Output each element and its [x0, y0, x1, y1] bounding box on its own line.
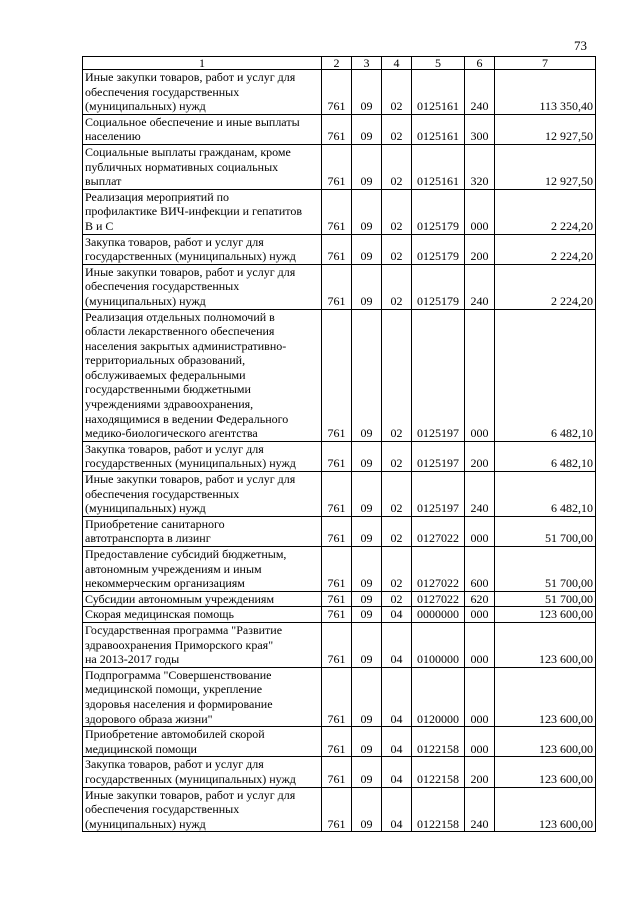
header-col-6: 6: [465, 57, 495, 70]
item-name-line: обслуживаемых федеральными: [85, 367, 246, 382]
cell-expense-type: 320: [465, 144, 495, 189]
cell-admin-code: 761: [322, 441, 352, 471]
item-name-line: Реализация мероприятий по: [85, 189, 230, 204]
item-name-line: обеспечения государственных: [85, 486, 240, 501]
cell-section: 09: [352, 441, 382, 471]
cell-section: 09: [352, 309, 382, 441]
cell-admin-code: 761: [322, 607, 352, 623]
cell-target-article: 0125161: [412, 70, 465, 115]
item-name-line: медицинской помощи: [85, 741, 197, 756]
cell-item-name: [83, 114, 322, 144]
cell-admin-code: 761: [322, 622, 352, 667]
item-name-line: некоммерческим организациям: [85, 576, 245, 591]
cell-amount: 123 600,00: [495, 787, 596, 832]
cell-section: 09: [352, 144, 382, 189]
item-name-line: Подпрограмма "Совершенствование: [85, 667, 272, 682]
cell-expense-type: 200: [465, 234, 495, 264]
item-name-line: Социальное обеспечение и иные выплаты: [85, 114, 300, 129]
item-name-line: Государственная программа "Развитие: [85, 622, 283, 637]
table-body: [83, 70, 596, 832]
table-row: [83, 547, 596, 592]
item-name-line: на 2013-2017 годы: [85, 652, 180, 667]
table-row: [83, 189, 596, 234]
cell-amount: 6 482,10: [495, 441, 596, 471]
cell-admin-code: 761: [322, 727, 352, 757]
header-col-1: 1: [83, 57, 322, 70]
cell-target-article: 0125161: [412, 114, 465, 144]
cell-item-name: [83, 591, 322, 607]
item-name-line: Иные закупки товаров, работ и услуг для: [85, 70, 296, 84]
cell-item-name: [83, 516, 322, 546]
page-number: 73: [574, 38, 587, 53]
item-name-line: Закупка товаров, работ и услуг для: [85, 234, 264, 249]
cell-expense-type: 200: [465, 441, 495, 471]
cell-section: 09: [352, 727, 382, 757]
item-name-line: обеспечения государственных: [85, 279, 240, 294]
cell-section: 09: [352, 114, 382, 144]
cell-subsection: 02: [382, 472, 412, 517]
cell-target-article: 0125197: [412, 472, 465, 517]
cell-subsection: 02: [382, 114, 412, 144]
header-col-2: 2: [322, 57, 352, 70]
cell-section: 09: [352, 591, 382, 607]
table-row: [83, 441, 596, 471]
table-row: [83, 234, 596, 264]
cell-subsection: 02: [382, 264, 412, 309]
cell-admin-code: 761: [322, 667, 352, 726]
cell-expense-type: 620: [465, 591, 495, 607]
cell-expense-type: 600: [465, 547, 495, 592]
cell-target-article: 0125179: [412, 189, 465, 234]
cell-target-article: 0125197: [412, 309, 465, 441]
item-name-line: учреждениями здравоохранения,: [85, 397, 254, 412]
cell-target-article: 0125179: [412, 234, 465, 264]
cell-subsection: 02: [382, 144, 412, 189]
cell-section: 09: [352, 472, 382, 517]
cell-expense-type: 000: [465, 189, 495, 234]
table-row: [83, 472, 596, 517]
cell-item-name: [83, 622, 322, 667]
item-name-line: Приобретение санитарного: [85, 516, 225, 531]
item-name-line: государственными бюджетными: [85, 382, 251, 397]
item-name-line: медицинской помощи, укрепление: [85, 682, 263, 697]
cell-admin-code: 761: [322, 70, 352, 115]
cell-item-name: [83, 472, 322, 517]
item-name-line: области лекарственного обеспечения: [85, 324, 275, 339]
cell-section: 09: [352, 189, 382, 234]
item-name-line: обеспечения государственных: [85, 802, 240, 817]
cell-subsection: 02: [382, 234, 412, 264]
cell-target-article: 0127022: [412, 516, 465, 546]
item-name-line: Закупка товаров, работ и услуг для: [85, 757, 264, 772]
cell-expense-type: 240: [465, 264, 495, 309]
cell-admin-code: 761: [322, 472, 352, 517]
cell-item-name: [83, 309, 322, 441]
cell-section: 09: [352, 607, 382, 623]
table-row: [83, 667, 596, 726]
cell-target-article: 0122158: [412, 757, 465, 787]
cell-item-name: [83, 70, 322, 115]
cell-amount: 123 600,00: [495, 757, 596, 787]
cell-amount: 12 927,50: [495, 144, 596, 189]
cell-amount: 123 600,00: [495, 607, 596, 623]
cell-section: 09: [352, 516, 382, 546]
table-row: [83, 607, 596, 623]
cell-amount: 2 224,20: [495, 189, 596, 234]
cell-expense-type: 000: [465, 727, 495, 757]
cell-admin-code: 761: [322, 516, 352, 546]
item-name-line: здорового образа жизни": [85, 711, 213, 726]
cell-amount: 123 600,00: [495, 727, 596, 757]
item-name-line: населению: [85, 129, 141, 144]
cell-item-name: [83, 727, 322, 757]
table-row: [83, 516, 596, 546]
cell-amount: 123 600,00: [495, 667, 596, 726]
item-name-line: находящимися в ведении Федерального: [85, 411, 289, 426]
cell-section: 09: [352, 757, 382, 787]
cell-admin-code: 761: [322, 264, 352, 309]
item-name-line: автотранспорта в лизинг: [85, 531, 211, 546]
item-name-line: государственных (муниципальных) нужд: [85, 456, 296, 471]
cell-subsection: 02: [382, 309, 412, 441]
item-name-line: Субсидии автономным учреждениям: [85, 591, 275, 606]
cell-admin-code: 761: [322, 787, 352, 832]
item-name-line: В и С: [85, 218, 114, 233]
cell-amount: 51 700,00: [495, 547, 596, 592]
item-name-line: Предоставление субсидий бюджетным,: [85, 547, 287, 561]
header-col-7: 7: [495, 57, 596, 70]
cell-target-article: 0122158: [412, 787, 465, 832]
table-row: [83, 787, 596, 832]
table-row: [83, 144, 596, 189]
cell-item-name: [83, 144, 322, 189]
item-name-line: (муниципальных) нужд: [85, 816, 206, 831]
budget-table: [82, 56, 596, 832]
cell-amount: 51 700,00: [495, 516, 596, 546]
cell-amount: 123 600,00: [495, 622, 596, 667]
cell-expense-type: 000: [465, 516, 495, 546]
cell-subsection: 04: [382, 607, 412, 623]
cell-subsection: 04: [382, 757, 412, 787]
cell-section: 09: [352, 70, 382, 115]
cell-expense-type: 240: [465, 787, 495, 832]
table-row: [83, 114, 596, 144]
table-row: [83, 309, 596, 441]
item-name-line: здравоохранения Приморского края": [85, 637, 274, 652]
cell-subsection: 04: [382, 787, 412, 832]
table-row: [83, 727, 596, 757]
item-name-line: Социальные выплаты гражданам, кроме: [85, 144, 291, 159]
item-name-line: населения закрытых административно-: [85, 338, 287, 353]
cell-target-article: 0127022: [412, 547, 465, 592]
cell-expense-type: 000: [465, 309, 495, 441]
item-name-line: Закупка товаров, работ и услуг для: [85, 441, 264, 456]
cell-target-article: 0125179: [412, 264, 465, 309]
cell-admin-code: 761: [322, 591, 352, 607]
cell-subsection: 04: [382, 727, 412, 757]
cell-item-name: [83, 757, 322, 787]
item-name-line: (муниципальных) нужд: [85, 501, 206, 516]
cell-item-name: [83, 607, 322, 623]
item-name-line: выплат: [85, 174, 122, 189]
cell-subsection: 02: [382, 591, 412, 607]
cell-expense-type: 000: [465, 622, 495, 667]
cell-target-article: 0125197: [412, 441, 465, 471]
cell-amount: 51 700,00: [495, 591, 596, 607]
item-name-line: государственных (муниципальных) нужд: [85, 249, 296, 264]
cell-amount: 12 927,50: [495, 114, 596, 144]
cell-expense-type: 200: [465, 757, 495, 787]
cell-amount: 6 482,10: [495, 472, 596, 517]
cell-subsection: 02: [382, 189, 412, 234]
item-name-line: Реализация отдельных полномочий в: [85, 309, 275, 324]
cell-expense-type: 240: [465, 472, 495, 517]
item-name-line: Иные закупки товаров, работ и услуг для: [85, 472, 296, 487]
cell-subsection: 02: [382, 516, 412, 546]
cell-target-article: 0125161: [412, 144, 465, 189]
cell-item-name: [83, 787, 322, 832]
cell-target-article: 0127022: [412, 591, 465, 607]
cell-target-article: 0100000: [412, 622, 465, 667]
cell-section: 09: [352, 264, 382, 309]
cell-subsection: 02: [382, 70, 412, 115]
cell-subsection: 02: [382, 441, 412, 471]
cell-amount: 2 224,20: [495, 264, 596, 309]
cell-section: 09: [352, 234, 382, 264]
table-header-row: [83, 57, 596, 70]
cell-subsection: 02: [382, 547, 412, 592]
cell-section: 09: [352, 667, 382, 726]
cell-admin-code: 761: [322, 234, 352, 264]
item-name-line: Скорая медицинская помощь: [85, 607, 234, 622]
cell-item-name: [83, 667, 322, 726]
cell-admin-code: 761: [322, 547, 352, 592]
table-row: [83, 591, 596, 607]
cell-subsection: 04: [382, 622, 412, 667]
header-col-3: 3: [352, 57, 382, 70]
cell-admin-code: 761: [322, 189, 352, 234]
cell-amount: 6 482,10: [495, 309, 596, 441]
cell-item-name: [83, 441, 322, 471]
cell-section: 09: [352, 547, 382, 592]
header-col-4: 4: [382, 57, 412, 70]
cell-item-name: [83, 547, 322, 592]
cell-admin-code: 761: [322, 144, 352, 189]
cell-expense-type: 240: [465, 70, 495, 115]
header-col-5: 5: [412, 57, 465, 70]
item-name-line: Иные закупки товаров, работ и услуг для: [85, 787, 296, 802]
table-row: [83, 70, 596, 115]
item-name-line: профилактике ВИЧ-инфекции и гепатитов: [85, 204, 303, 219]
cell-item-name: [83, 189, 322, 234]
item-name-line: здоровья населения и формирование: [85, 696, 273, 711]
item-name-line: Иные закупки товаров, работ и услуг для: [85, 264, 296, 279]
cell-expense-type: 000: [465, 667, 495, 726]
item-name-line: обеспечения государственных: [85, 84, 240, 99]
cell-target-article: 0000000: [412, 607, 465, 623]
cell-target-article: 0120000: [412, 667, 465, 726]
item-name-line: (муниципальных) нужд: [85, 99, 206, 114]
cell-amount: 113 350,40: [495, 70, 596, 115]
cell-admin-code: 761: [322, 114, 352, 144]
cell-subsection: 04: [382, 667, 412, 726]
cell-admin-code: 761: [322, 309, 352, 441]
table-row: [83, 757, 596, 787]
cell-item-name: [83, 264, 322, 309]
cell-section: 09: [352, 622, 382, 667]
table-row: [83, 264, 596, 309]
item-name-line: Приобретение автомобилей скорой: [85, 727, 265, 742]
item-name-line: государственных (муниципальных) нужд: [85, 771, 296, 786]
cell-item-name: [83, 234, 322, 264]
item-name-line: (муниципальных) нужд: [85, 293, 206, 308]
item-name-line: публичных нормативных социальных: [85, 159, 279, 174]
cell-admin-code: 761: [322, 757, 352, 787]
cell-expense-type: 300: [465, 114, 495, 144]
item-name-line: территориальных образований,: [85, 353, 246, 368]
cell-section: 09: [352, 787, 382, 832]
cell-amount: 2 224,20: [495, 234, 596, 264]
cell-expense-type: 000: [465, 607, 495, 623]
item-name-line: автономным учреждениям и иным: [85, 561, 262, 576]
cell-target-article: 0122158: [412, 727, 465, 757]
table-row: [83, 622, 596, 667]
item-name-line: медико-биологического агентства: [85, 426, 258, 441]
